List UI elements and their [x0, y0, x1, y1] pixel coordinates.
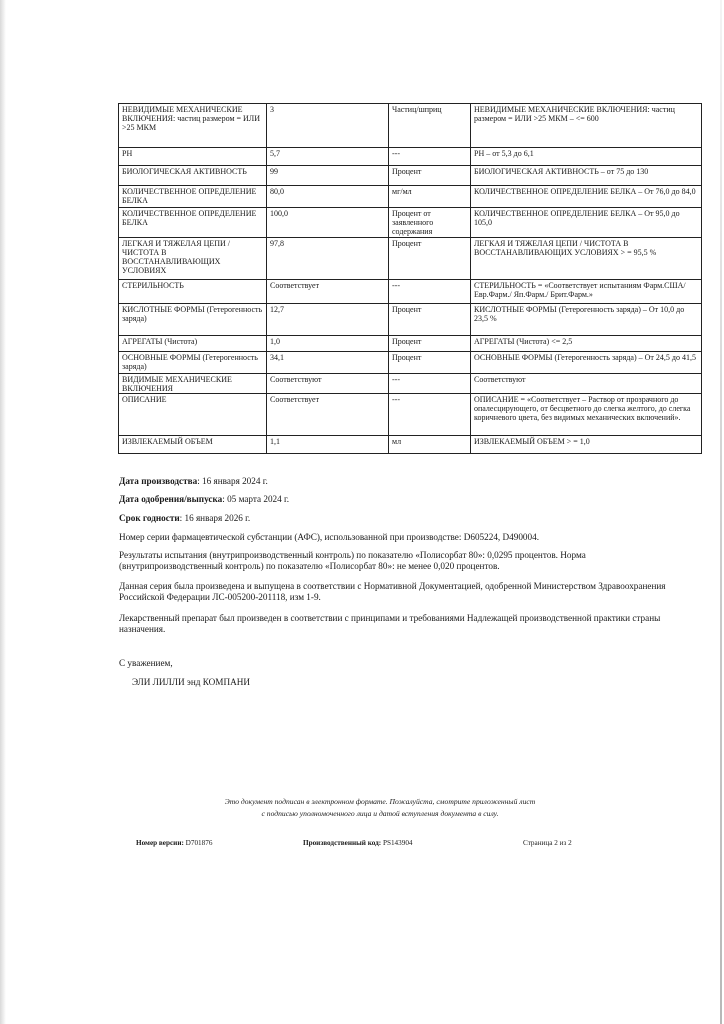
- production-date-label: Дата производства: [119, 476, 198, 486]
- table-row: [119, 280, 702, 304]
- test-name: СТЕРИЛЬНОСТЬ: [119, 280, 267, 304]
- substance-lots: Номер серии фармацевтической субстанции (АФС), использованной при производстве: D605224, D490004.: [119, 532, 539, 542]
- scan-edge-left: [0, 0, 6, 1024]
- gmp-statement: Лекарственный препарат был произведен в соответствии с принципами и требованиями Надлежащей производственной практики страны назначения.: [119, 613, 661, 634]
- test-name: БИОЛОГИЧЕСКАЯ АКТИВНОСТЬ: [119, 166, 267, 186]
- test-result: 100,0: [267, 208, 389, 238]
- electronic-signature-note: [150, 796, 610, 820]
- approval-date: [119, 494, 679, 505]
- test-name: КОЛИЧЕСТВЕННОЕ ОПРЕДЕЛЕНИЕ БЕЛКА: [119, 186, 267, 208]
- test-unit: Процент: [389, 238, 471, 280]
- version-number: [136, 839, 212, 847]
- test-norm: СТЕРИЛЬНОСТЬ = «Соответствует испытаниям Фарм.США/ Евр.Фарм./ Яп.Фарм./ Брит.Фарм.»: [471, 280, 702, 304]
- test-name: ОСНОВНЫЕ ФОРМЫ (Гетерогенность заряда): [119, 352, 267, 374]
- table-row: [119, 394, 702, 436]
- test-unit: Процент от заявленного содержания: [389, 208, 471, 238]
- test-norm: ОПИСАНИЕ = «Соответствует – Раствор от прозрачного до опалесцирующего, от бесцветного до слегка желтого, до слегка коричневого цвета, без видимых механических включений».: [471, 394, 702, 436]
- expiry-date-value: : 16 января 2026 г.: [179, 513, 251, 523]
- test-unit: ---: [389, 280, 471, 304]
- code-label: Производственный код:: [303, 839, 382, 847]
- test-unit: ---: [389, 374, 471, 394]
- test-unit: Процент: [389, 336, 471, 352]
- test-result: 1,0: [267, 336, 389, 352]
- test-unit: ---: [389, 394, 471, 436]
- table-row: [119, 336, 702, 352]
- test-result: 5,7: [267, 148, 389, 166]
- test-norm: АГРЕГАТЫ (Чистота) <= 2,5: [471, 336, 702, 352]
- test-unit: ---: [389, 148, 471, 166]
- test-name: КИСЛОТНЫЕ ФОРМЫ (Гетерогенность заряда): [119, 304, 267, 336]
- expiry-date-label: Срок годности: [119, 513, 180, 523]
- table-row: [119, 436, 702, 454]
- test-name: ЛЕГКАЯ И ТЯЖЕЛАЯ ЦЕПИ / ЧИСТОТА В ВОССТАНАВЛИВАЮЩИХ УСЛОВИЯХ: [119, 238, 267, 280]
- test-norm: КОЛИЧЕСТВЕННОЕ ОПРЕДЕЛЕНИЕ БЕЛКА – От 76,0 до 84,0: [471, 186, 702, 208]
- test-norm: КОЛИЧЕСТВЕННОЕ ОПРЕДЕЛЕНИЕ БЕЛКА – От 95,0 до 105,0: [471, 208, 702, 238]
- test-name: НЕВИДИМЫЕ МЕХАНИЧЕСКИЕ ВКЛЮЧЕНИЯ: частиц размером = ИЛИ >25 МКМ: [119, 104, 267, 148]
- table-row: [119, 208, 702, 238]
- production-code: [303, 839, 413, 847]
- test-result: Соответствует: [267, 280, 389, 304]
- code-value: PS143904: [382, 839, 413, 847]
- test-result: 3: [267, 104, 389, 148]
- test-result: 97,8: [267, 238, 389, 280]
- test-norm: Соответствуют: [471, 374, 702, 394]
- test-norm: ЛЕГКАЯ И ТЯЖЕЛАЯ ЦЕПИ / ЧИСТОТА В ВОССТАНАВЛИВАЮЩИХ УСЛОВИЯХ > = 95,5 %: [471, 238, 702, 280]
- table-row: [119, 304, 702, 336]
- test-norm: КИСЛОТНЫЕ ФОРМЫ (Гетерогенность заряда) – От 10,0 до 23,5 %: [471, 304, 702, 336]
- table-row: [119, 238, 702, 280]
- test-name: PH: [119, 148, 267, 166]
- company-name: ЭЛИ ЛИЛЛИ энд КОМПАНИ: [132, 677, 250, 687]
- table-row: [119, 186, 702, 208]
- table-row: [119, 352, 702, 374]
- version-label: Номер версии:: [136, 839, 184, 847]
- test-result: 80,0: [267, 186, 389, 208]
- page-number: Страница 2 из 2: [523, 839, 572, 847]
- production-date: [119, 476, 679, 487]
- expiry-date: [119, 513, 679, 524]
- test-unit: Процент: [389, 304, 471, 336]
- note-line-2: с подписью уполномоченного лица и датой вступления документа в силу.: [261, 809, 499, 818]
- test-norm: ОСНОВНЫЕ ФОРМЫ (Гетерогенность заряда) – От 24,5 до 41,5: [471, 352, 702, 374]
- approval-date-label: Дата одобрения/выпуска: [119, 494, 223, 504]
- test-unit: Процент: [389, 352, 471, 374]
- test-norm: БИОЛОГИЧЕСКАЯ АКТИВНОСТЬ – от 75 до 130: [471, 166, 702, 186]
- regards-text: С уважением,: [119, 658, 173, 668]
- polysorbate-result: Результаты испытания (внутрипроизводственный контроль) по показателю «Полисорбат 80»: 0,0295 процентов. Норма (внутрипроизводственный контроль) по показателю «Полисорбат 80»: не менее 0,020 процентов.: [119, 550, 586, 571]
- scan-edge-right: [720, 0, 722, 1024]
- test-name: ВИДИМЫЕ МЕХАНИЧЕСКИЕ ВКЛЮЧЕНИЯ: [119, 374, 267, 394]
- production-date-value: : 16 января 2024 г.: [197, 476, 268, 486]
- test-result: 1,1: [267, 436, 389, 454]
- test-name: КОЛИЧЕСТВЕННОЕ ОПРЕДЕЛЕНИЕ БЕЛКА: [119, 208, 267, 238]
- compliance-statement: Данная серия была произведена и выпущена в соответствии с Нормативной Документацией, одобренной Министерством Здравоохранения Российской Федерации ЛС-005200-201118, изм 1-9.: [119, 581, 666, 602]
- test-result: 34,1: [267, 352, 389, 374]
- test-result: Соответствует: [267, 394, 389, 436]
- test-norm: PH – от 5,3 до 6,1: [471, 148, 702, 166]
- test-unit: Частиц/шприц: [389, 104, 471, 148]
- test-norm: НЕВИДИМЫЕ МЕХАНИЧЕСКИЕ ВКЛЮЧЕНИЯ: частиц размером = ИЛИ >25 МКМ – <= 600: [471, 104, 702, 148]
- test-norm: ИЗВЛЕКАЕМЫЙ ОБЪЕМ > = 1,0: [471, 436, 702, 454]
- table-row: [119, 374, 702, 394]
- version-value: D701876: [185, 839, 213, 847]
- test-name: АГРЕГАТЫ (Чистота): [119, 336, 267, 352]
- test-unit: мл: [389, 436, 471, 454]
- table-row: [119, 148, 702, 166]
- test-name: ОПИСАНИЕ: [119, 394, 267, 436]
- test-result: Соответствуют: [267, 374, 389, 394]
- test-result: 99: [267, 166, 389, 186]
- test-unit: Процент: [389, 166, 471, 186]
- note-line-1: Это документ подписан в электронном формате. Пожалуйста, смотрите приложенный лист: [224, 797, 536, 806]
- test-name: ИЗВЛЕКАЕМЫЙ ОБЪЕМ: [119, 436, 267, 454]
- table-row: [119, 104, 702, 148]
- table-row: [119, 166, 702, 186]
- approval-date-value: : 05 марта 2024 г.: [222, 494, 290, 504]
- test-results-table: [118, 103, 702, 454]
- test-result: 12,7: [267, 304, 389, 336]
- test-unit: мг/мл: [389, 186, 471, 208]
